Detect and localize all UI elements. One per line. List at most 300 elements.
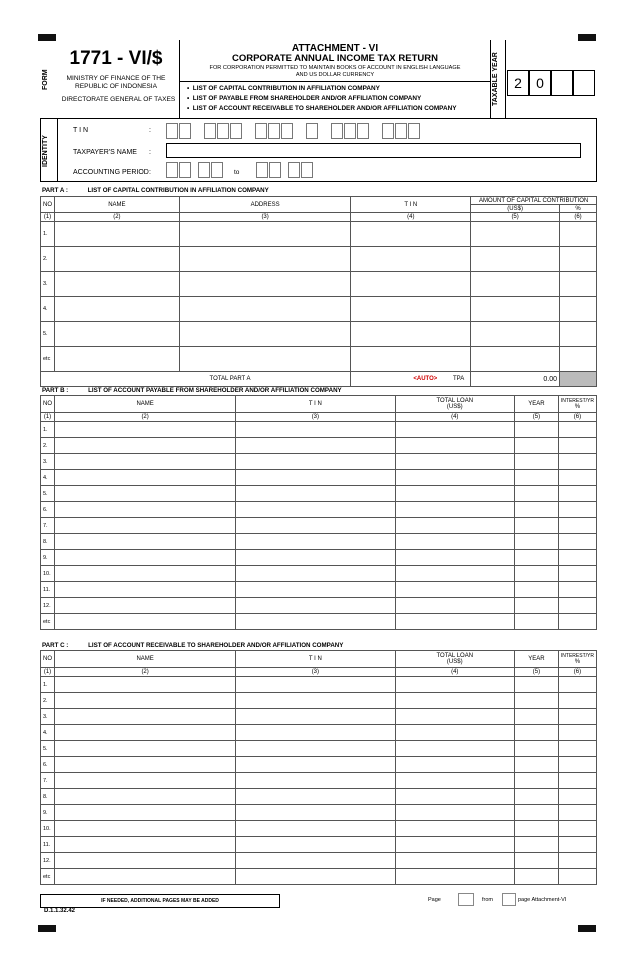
col-number: (5) xyxy=(471,213,560,222)
table-row xyxy=(41,272,597,297)
table-cell[interactable] xyxy=(515,869,559,885)
table-cell[interactable] xyxy=(395,821,515,837)
part-a-heading xyxy=(42,187,542,194)
part-a-col-tin: T I N xyxy=(351,197,471,213)
digit-box[interactable] xyxy=(382,123,394,139)
table-cell[interactable] xyxy=(55,725,236,741)
table-row xyxy=(41,741,597,757)
table-cell[interactable] xyxy=(55,677,236,693)
row-number: 11. xyxy=(41,837,55,853)
part-a-label: PART A : xyxy=(42,187,68,194)
table-cell[interactable] xyxy=(395,709,515,725)
digit-box[interactable] xyxy=(166,123,178,139)
table-cell[interactable] xyxy=(515,693,559,709)
bullet-3: • LIST OF ACCOUNT RECEIVABLE TO SHAREHOLDER AND/OR AFFILIATION COMPANY xyxy=(187,105,457,112)
table-cell[interactable] xyxy=(558,789,596,805)
digit-box[interactable] xyxy=(395,123,407,139)
taxable-year-divider xyxy=(505,40,506,118)
table-cell[interactable] xyxy=(351,272,471,297)
table-cell[interactable] xyxy=(236,454,395,470)
table-cell[interactable] xyxy=(395,582,515,598)
bullet-3-text: LIST OF ACCOUNT RECEIVABLE TO SHAREHOLDER AND/OR AFFILIATION COMPANY xyxy=(192,105,457,112)
part-a-total-auto-cell xyxy=(351,372,471,387)
row-number: etc xyxy=(41,869,55,885)
part-c-header-row xyxy=(41,651,597,668)
table-cell[interactable] xyxy=(395,598,515,614)
table-row xyxy=(41,869,597,885)
table-cell[interactable] xyxy=(515,454,559,470)
row-number: 8. xyxy=(41,534,55,550)
digit-box[interactable] xyxy=(179,162,191,178)
table-row xyxy=(41,598,597,614)
row-number: 1. xyxy=(41,677,55,693)
col-number: (5) xyxy=(515,668,559,677)
period-to-field[interactable] xyxy=(256,162,316,178)
table-cell[interactable] xyxy=(515,853,559,869)
part-a-col-address: ADDRESS xyxy=(179,197,351,213)
form-number: 1771 - VI/$ xyxy=(69,48,163,69)
accounting-period-label: ACCOUNTING PERIOD xyxy=(73,169,149,176)
digit-box[interactable] xyxy=(281,123,293,139)
part-c-col-no: NO xyxy=(41,651,55,668)
table-cell[interactable] xyxy=(558,470,596,486)
table-cell[interactable] xyxy=(236,789,395,805)
digit-box[interactable] xyxy=(211,162,223,178)
table-cell[interactable] xyxy=(560,272,597,297)
row-number: 4. xyxy=(41,725,55,741)
table-cell[interactable] xyxy=(395,725,515,741)
table-cell[interactable] xyxy=(395,438,515,454)
part-c-usd-label: (US$) xyxy=(446,659,463,665)
digit-box[interactable] xyxy=(166,162,178,178)
header xyxy=(40,40,597,118)
part-b-loan-label: TOTAL LOAN xyxy=(436,398,474,404)
registration-mark-bottom-right xyxy=(578,925,596,932)
table-cell[interactable] xyxy=(515,518,559,534)
table-cell[interactable] xyxy=(55,222,180,247)
table-cell[interactable] xyxy=(558,853,596,869)
table-cell[interactable] xyxy=(395,741,515,757)
table-cell[interactable] xyxy=(351,222,471,247)
table-cell[interactable] xyxy=(55,297,180,322)
table-cell[interactable] xyxy=(55,322,180,347)
taxpayer-name-input[interactable] xyxy=(166,143,581,158)
col-number: (4) xyxy=(395,413,515,422)
table-row xyxy=(41,853,597,869)
table-cell[interactable] xyxy=(558,677,596,693)
table-cell[interactable] xyxy=(395,837,515,853)
tin-field[interactable] xyxy=(166,123,466,139)
row-number: 6. xyxy=(41,757,55,773)
digit-box[interactable] xyxy=(179,123,191,139)
table-cell[interactable] xyxy=(395,422,515,438)
tpa-label: TPA xyxy=(452,376,465,382)
row-number: 7. xyxy=(41,773,55,789)
table-cell[interactable] xyxy=(395,470,515,486)
table-cell[interactable] xyxy=(55,614,236,630)
digit-box[interactable] xyxy=(288,162,300,178)
part-b-label: PART B : xyxy=(42,387,69,394)
table-cell[interactable] xyxy=(471,272,560,297)
table-cell[interactable] xyxy=(236,837,395,853)
table-cell[interactable] xyxy=(236,773,395,789)
part-b-usd-label: (US$) xyxy=(446,404,463,410)
table-cell[interactable] xyxy=(515,805,559,821)
name-colon: : xyxy=(149,149,151,156)
period-from-field[interactable] xyxy=(166,162,226,178)
part-c-interest-label: INTEREST/YR xyxy=(560,653,594,659)
period-to-label: to xyxy=(234,169,240,176)
tin-label: T I N xyxy=(73,127,89,134)
row-number: 2. xyxy=(41,247,55,272)
table-row xyxy=(41,518,597,534)
part-c-heading xyxy=(42,642,542,649)
table-cell[interactable] xyxy=(515,789,559,805)
table-cell[interactable] xyxy=(55,438,236,454)
table-cell[interactable] xyxy=(558,757,596,773)
table-cell[interactable] xyxy=(471,297,560,322)
table-row xyxy=(41,347,597,372)
table-cell[interactable] xyxy=(236,709,395,725)
page-suffix: page Attachment-VI xyxy=(518,897,567,903)
table-cell[interactable] xyxy=(236,677,395,693)
table-cell[interactable] xyxy=(395,773,515,789)
table-cell[interactable] xyxy=(236,805,395,821)
table-row xyxy=(41,534,597,550)
table-cell[interactable] xyxy=(395,869,515,885)
col-number: (3) xyxy=(236,668,395,677)
bullet-2: • LIST OF PAYABLE FROM SHAREHOLDER AND/OR AFFILIATION COMPANY xyxy=(187,95,422,102)
table-cell[interactable] xyxy=(395,757,515,773)
part-a-col-amount: AMOUNT OF CAPITAL CONTRIBUTION xyxy=(471,197,597,205)
table-cell[interactable] xyxy=(558,837,596,853)
digit-box[interactable] xyxy=(204,123,216,139)
from-label: from xyxy=(482,897,493,903)
table-cell[interactable] xyxy=(55,272,180,297)
part-b-col-no: NO xyxy=(41,396,55,413)
table-cell[interactable] xyxy=(236,566,395,582)
table-cell[interactable] xyxy=(351,297,471,322)
table-cell[interactable] xyxy=(179,247,351,272)
part-b-heading xyxy=(42,387,542,394)
table-cell[interactable] xyxy=(236,693,395,709)
part-a-col-name: NAME xyxy=(55,197,180,213)
row-number: 5. xyxy=(41,486,55,502)
form-label: FORM xyxy=(42,69,49,91)
part-c-title: LIST OF ACCOUNT RECEIVABLE TO SHAREHOLDER AND/OR AFFILIATION COMPANY xyxy=(88,642,344,649)
table-cell[interactable] xyxy=(395,614,515,630)
col-number: (6) xyxy=(560,213,597,222)
table-cell[interactable] xyxy=(179,322,351,347)
table-cell[interactable] xyxy=(515,534,559,550)
digit-box[interactable] xyxy=(269,162,281,178)
table-cell[interactable] xyxy=(395,693,515,709)
table-cell[interactable] xyxy=(55,247,180,272)
table-row xyxy=(41,470,597,486)
identity-section xyxy=(40,118,597,182)
table-cell[interactable] xyxy=(558,709,596,725)
digit-box[interactable] xyxy=(408,123,420,139)
table-cell[interactable] xyxy=(515,614,559,630)
table-cell[interactable] xyxy=(55,534,236,550)
row-number: 8. xyxy=(41,789,55,805)
table-cell[interactable] xyxy=(515,582,559,598)
table-cell[interactable] xyxy=(558,805,596,821)
table-cell[interactable] xyxy=(55,773,236,789)
identity-label: IDENTITY xyxy=(42,135,49,167)
digit-box[interactable] xyxy=(268,123,280,139)
taxable-year-label: TAXABLE YEAR xyxy=(492,52,499,106)
table-cell[interactable] xyxy=(395,454,515,470)
table-cell[interactable] xyxy=(515,741,559,757)
table-row xyxy=(41,438,597,454)
digit-box[interactable] xyxy=(255,123,267,139)
table-cell[interactable] xyxy=(55,470,236,486)
table-cell[interactable] xyxy=(55,502,236,518)
table-cell[interactable] xyxy=(471,322,560,347)
table-row xyxy=(41,322,597,347)
table-cell[interactable] xyxy=(395,805,515,821)
table-cell[interactable] xyxy=(558,502,596,518)
table-cell[interactable] xyxy=(236,598,395,614)
table-cell[interactable] xyxy=(515,566,559,582)
table-cell[interactable] xyxy=(558,725,596,741)
table-cell[interactable] xyxy=(236,518,395,534)
table-cell[interactable] xyxy=(55,486,236,502)
table-cell[interactable] xyxy=(351,247,471,272)
page-number-box[interactable] xyxy=(458,893,474,906)
directorate-name: DIRECTORATE GENERAL OF TAXES xyxy=(61,96,176,103)
table-cell[interactable] xyxy=(236,757,395,773)
table-cell[interactable] xyxy=(558,869,596,885)
table-cell[interactable] xyxy=(236,550,395,566)
table-cell[interactable] xyxy=(558,438,596,454)
table-cell[interactable] xyxy=(55,347,180,372)
table-cell[interactable] xyxy=(558,454,596,470)
table-cell[interactable] xyxy=(55,598,236,614)
table-cell[interactable] xyxy=(560,247,597,272)
digit-box[interactable] xyxy=(230,123,242,139)
year-digit-3[interactable] xyxy=(551,70,573,96)
table-cell[interactable] xyxy=(179,347,351,372)
table-cell[interactable] xyxy=(236,821,395,837)
bullet-1-text: LIST OF CAPITAL CONTRIBUTION IN AFFILIATION COMPANY xyxy=(192,85,380,92)
year-digit-2[interactable]: 0 xyxy=(529,70,551,96)
table-cell[interactable] xyxy=(55,757,236,773)
table-cell[interactable] xyxy=(55,789,236,805)
table-cell[interactable] xyxy=(515,677,559,693)
table-cell[interactable] xyxy=(515,757,559,773)
table-cell[interactable] xyxy=(558,614,596,630)
table-row xyxy=(41,709,597,725)
table-cell[interactable] xyxy=(515,502,559,518)
table-cell[interactable] xyxy=(560,322,597,347)
row-number: 7. xyxy=(41,518,55,534)
table-cell[interactable] xyxy=(55,805,236,821)
part-b-col-interest xyxy=(558,396,596,413)
table-cell[interactable] xyxy=(55,582,236,598)
table-cell[interactable] xyxy=(515,598,559,614)
part-c-col-year: YEAR xyxy=(515,651,559,668)
table-cell[interactable] xyxy=(236,486,395,502)
year-boxes xyxy=(507,70,597,96)
table-row xyxy=(41,566,597,582)
table-cell[interactable] xyxy=(560,347,597,372)
auto-indicator: <AUTO> xyxy=(413,376,438,382)
table-cell[interactable] xyxy=(558,422,596,438)
table-cell[interactable] xyxy=(236,422,395,438)
table-cell[interactable] xyxy=(55,821,236,837)
table-cell[interactable] xyxy=(236,741,395,757)
digit-box[interactable] xyxy=(217,123,229,139)
table-row xyxy=(41,805,597,821)
table-cell[interactable] xyxy=(558,741,596,757)
bullet-1: • LIST OF CAPITAL CONTRIBUTION IN AFFILIATION COMPANY xyxy=(187,85,380,92)
part-a-total-value[interactable]: 0.00 xyxy=(471,372,560,387)
table-row xyxy=(41,725,597,741)
table-row xyxy=(41,454,597,470)
table-cell[interactable] xyxy=(558,598,596,614)
table-cell[interactable] xyxy=(236,582,395,598)
table-cell[interactable] xyxy=(515,837,559,853)
digit-box[interactable] xyxy=(198,162,210,178)
table-cell[interactable] xyxy=(395,853,515,869)
table-row xyxy=(41,297,597,322)
part-b-col-tin: T I N xyxy=(236,396,395,413)
table-cell[interactable] xyxy=(515,470,559,486)
table-cell[interactable] xyxy=(395,518,515,534)
table-cell[interactable] xyxy=(236,438,395,454)
col-number: (1) xyxy=(41,668,55,677)
part-a-total-shaded xyxy=(560,372,597,387)
table-cell[interactable] xyxy=(471,347,560,372)
digit-box[interactable] xyxy=(357,123,369,139)
ministry-line-2: REPUBLIC OF INDONESIA xyxy=(74,83,158,90)
row-number: 6. xyxy=(41,502,55,518)
row-number: 2. xyxy=(41,693,55,709)
table-cell[interactable] xyxy=(515,725,559,741)
table-cell[interactable] xyxy=(558,550,596,566)
part-b-number-row xyxy=(41,413,597,422)
ministry-line-1: MINISTRY OF FINANCE OF THE xyxy=(66,75,166,82)
table-cell[interactable] xyxy=(558,773,596,789)
table-cell[interactable] xyxy=(558,486,596,502)
table-row xyxy=(41,757,597,773)
table-cell[interactable] xyxy=(515,486,559,502)
table-cell[interactable] xyxy=(515,773,559,789)
table-cell[interactable] xyxy=(515,422,559,438)
table-cell[interactable] xyxy=(55,709,236,725)
table-cell[interactable] xyxy=(515,438,559,454)
table-cell[interactable] xyxy=(55,550,236,566)
table-cell[interactable] xyxy=(236,725,395,741)
table-cell[interactable] xyxy=(236,534,395,550)
table-cell[interactable] xyxy=(395,534,515,550)
table-cell[interactable] xyxy=(55,837,236,853)
table-cell[interactable] xyxy=(395,566,515,582)
part-a-total-row xyxy=(41,372,597,387)
table-cell[interactable] xyxy=(179,222,351,247)
col-number: (2) xyxy=(55,213,180,222)
part-a-title: LIST OF CAPITAL CONTRIBUTION IN AFFILIATION COMPANY xyxy=(87,187,269,194)
subtitle-line-2: AND US DOLLAR CURRENCY xyxy=(295,72,375,78)
table-cell[interactable] xyxy=(395,486,515,502)
row-number: 5. xyxy=(41,322,55,347)
part-a-rows xyxy=(41,222,597,372)
table-cell[interactable] xyxy=(558,518,596,534)
digit-box[interactable] xyxy=(306,123,318,139)
table-cell[interactable] xyxy=(395,789,515,805)
table-cell[interactable] xyxy=(179,272,351,297)
table-cell[interactable] xyxy=(560,222,597,247)
table-cell[interactable] xyxy=(55,566,236,582)
digit-box[interactable] xyxy=(301,162,313,178)
table-cell[interactable] xyxy=(558,534,596,550)
table-cell[interactable] xyxy=(560,297,597,322)
page-total-box[interactable] xyxy=(502,893,516,906)
table-cell[interactable] xyxy=(236,853,395,869)
table-row xyxy=(41,550,597,566)
part-a-number-row xyxy=(41,213,597,222)
table-cell[interactable] xyxy=(236,502,395,518)
table-row xyxy=(41,502,597,518)
col-number: (2) xyxy=(55,668,236,677)
table-cell[interactable] xyxy=(55,454,236,470)
table-cell[interactable] xyxy=(471,247,560,272)
table-cell[interactable] xyxy=(351,347,471,372)
table-cell[interactable] xyxy=(236,614,395,630)
table-cell[interactable] xyxy=(515,709,559,725)
table-cell[interactable] xyxy=(179,297,351,322)
digit-box[interactable] xyxy=(256,162,268,178)
row-number: etc xyxy=(41,347,55,372)
table-cell[interactable] xyxy=(55,741,236,757)
table-row xyxy=(41,247,597,272)
part-b-table xyxy=(40,395,597,630)
col-number: (1) xyxy=(41,213,55,222)
table-cell[interactable] xyxy=(558,693,596,709)
table-cell[interactable] xyxy=(55,693,236,709)
table-cell[interactable] xyxy=(55,869,236,885)
year-digit-4[interactable] xyxy=(573,70,595,96)
digit-box[interactable] xyxy=(331,123,343,139)
table-cell[interactable] xyxy=(558,821,596,837)
table-cell[interactable] xyxy=(395,677,515,693)
table-cell[interactable] xyxy=(55,853,236,869)
table-cell[interactable] xyxy=(515,550,559,566)
table-cell[interactable] xyxy=(236,470,395,486)
table-cell[interactable] xyxy=(558,582,596,598)
part-a-total-label: TOTAL PART A xyxy=(41,372,351,387)
year-digit-1[interactable]: 2 xyxy=(507,70,529,96)
table-cell[interactable] xyxy=(471,222,560,247)
table-row xyxy=(41,773,597,789)
ministry-name xyxy=(56,75,176,91)
taxpayer-name-label: TAXPAYER'S NAME xyxy=(73,149,137,156)
table-cell[interactable] xyxy=(558,566,596,582)
table-cell[interactable] xyxy=(515,821,559,837)
row-number: 4. xyxy=(41,297,55,322)
table-cell[interactable] xyxy=(55,518,236,534)
table-cell[interactable] xyxy=(55,422,236,438)
table-cell[interactable] xyxy=(395,502,515,518)
digit-box[interactable] xyxy=(344,123,356,139)
col-number: (3) xyxy=(236,413,395,422)
table-cell[interactable] xyxy=(351,322,471,347)
part-a-col-pct: % xyxy=(560,205,597,213)
table-cell[interactable] xyxy=(395,550,515,566)
table-cell[interactable] xyxy=(236,869,395,885)
